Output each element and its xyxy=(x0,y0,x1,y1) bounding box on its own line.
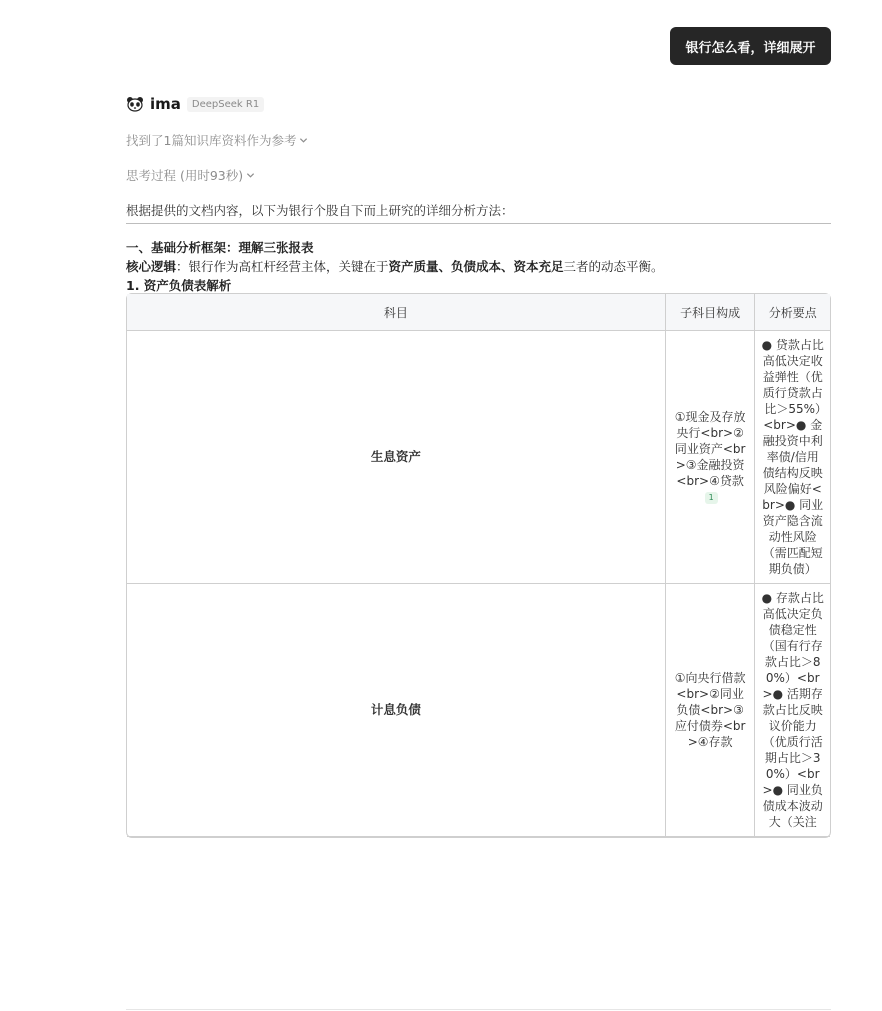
bottom-divider xyxy=(126,1009,831,1010)
components-text: ①现金及存放央行<br>②同业资产<br>③金融投资<br>④贷款 xyxy=(674,410,746,488)
section-subheading: 1. 资产负债表解析 xyxy=(126,278,232,293)
header-points: 分析要点 xyxy=(755,294,830,331)
components-text: ①向央行借款<br>②同业负债<br>③应付债券<br>④存款 xyxy=(674,671,746,749)
chevron-down-icon xyxy=(299,136,308,145)
answer-intro: 根据提供的文档内容，以下为银行个股自下而上研究的详细分析方法： xyxy=(126,201,831,224)
table-row xyxy=(127,584,830,837)
user-message-text: 银行怎么看，详细展开 xyxy=(685,40,816,56)
components-cell xyxy=(666,584,756,837)
model-badge: DeepSeek R1 xyxy=(187,97,264,112)
core-logic-line xyxy=(126,257,831,276)
user-message-bubble xyxy=(670,27,831,65)
header-components: 子科目构成 xyxy=(666,294,756,331)
references-toggle[interactable] xyxy=(126,131,308,149)
core-logic-emphasis: 资产质量、负债成本、资本充足 xyxy=(388,259,564,274)
components-cell xyxy=(666,331,756,584)
references-toggle-label: 找到了1篇知识库资料作为参考 xyxy=(126,133,297,148)
chevron-down-icon xyxy=(246,171,255,180)
subject-cell: 生息资产 xyxy=(127,331,666,584)
bot-name: ima xyxy=(150,95,181,113)
table-row xyxy=(127,331,830,584)
thinking-toggle[interactable] xyxy=(126,166,255,184)
citation-badge[interactable]: 1 xyxy=(705,492,718,504)
thinking-toggle-label: 思考过程 (用时93秒) xyxy=(126,168,244,183)
section-heading: 一、基础分析框架：理解三张报表 xyxy=(126,240,314,255)
subject-cell: 计息负债 xyxy=(127,584,666,837)
points-cell: ● 贷款占比高低决定收益弹性（优质行贷款占比＞55%）<br>● 金融投资中利率债/信用债结构反映风险偏好<br>● 同业资产隐含流动性风险（需匹配短期负债） xyxy=(755,331,830,584)
bot-header xyxy=(126,93,264,115)
panda-avatar-icon xyxy=(126,96,144,112)
balance-sheet-table xyxy=(126,293,831,838)
table-header-row xyxy=(127,294,830,331)
points-cell: ● 存款占比高低决定负债稳定性（国有行存款占比＞80%）<br>● 活期存款占比反映议价能力（优质行活期占比＞30%）<br>● 同业负债成本波动大（关注 xyxy=(755,584,830,837)
header-subject: 科目 xyxy=(127,294,666,331)
core-logic-prefix: ：银行作为高杠杆经营主体，关键在于 xyxy=(176,259,389,274)
analysis-section xyxy=(126,238,831,295)
core-logic-label: 核心逻辑 xyxy=(126,259,177,274)
core-logic-suffix: 三者的动态平衡。 xyxy=(563,259,664,274)
